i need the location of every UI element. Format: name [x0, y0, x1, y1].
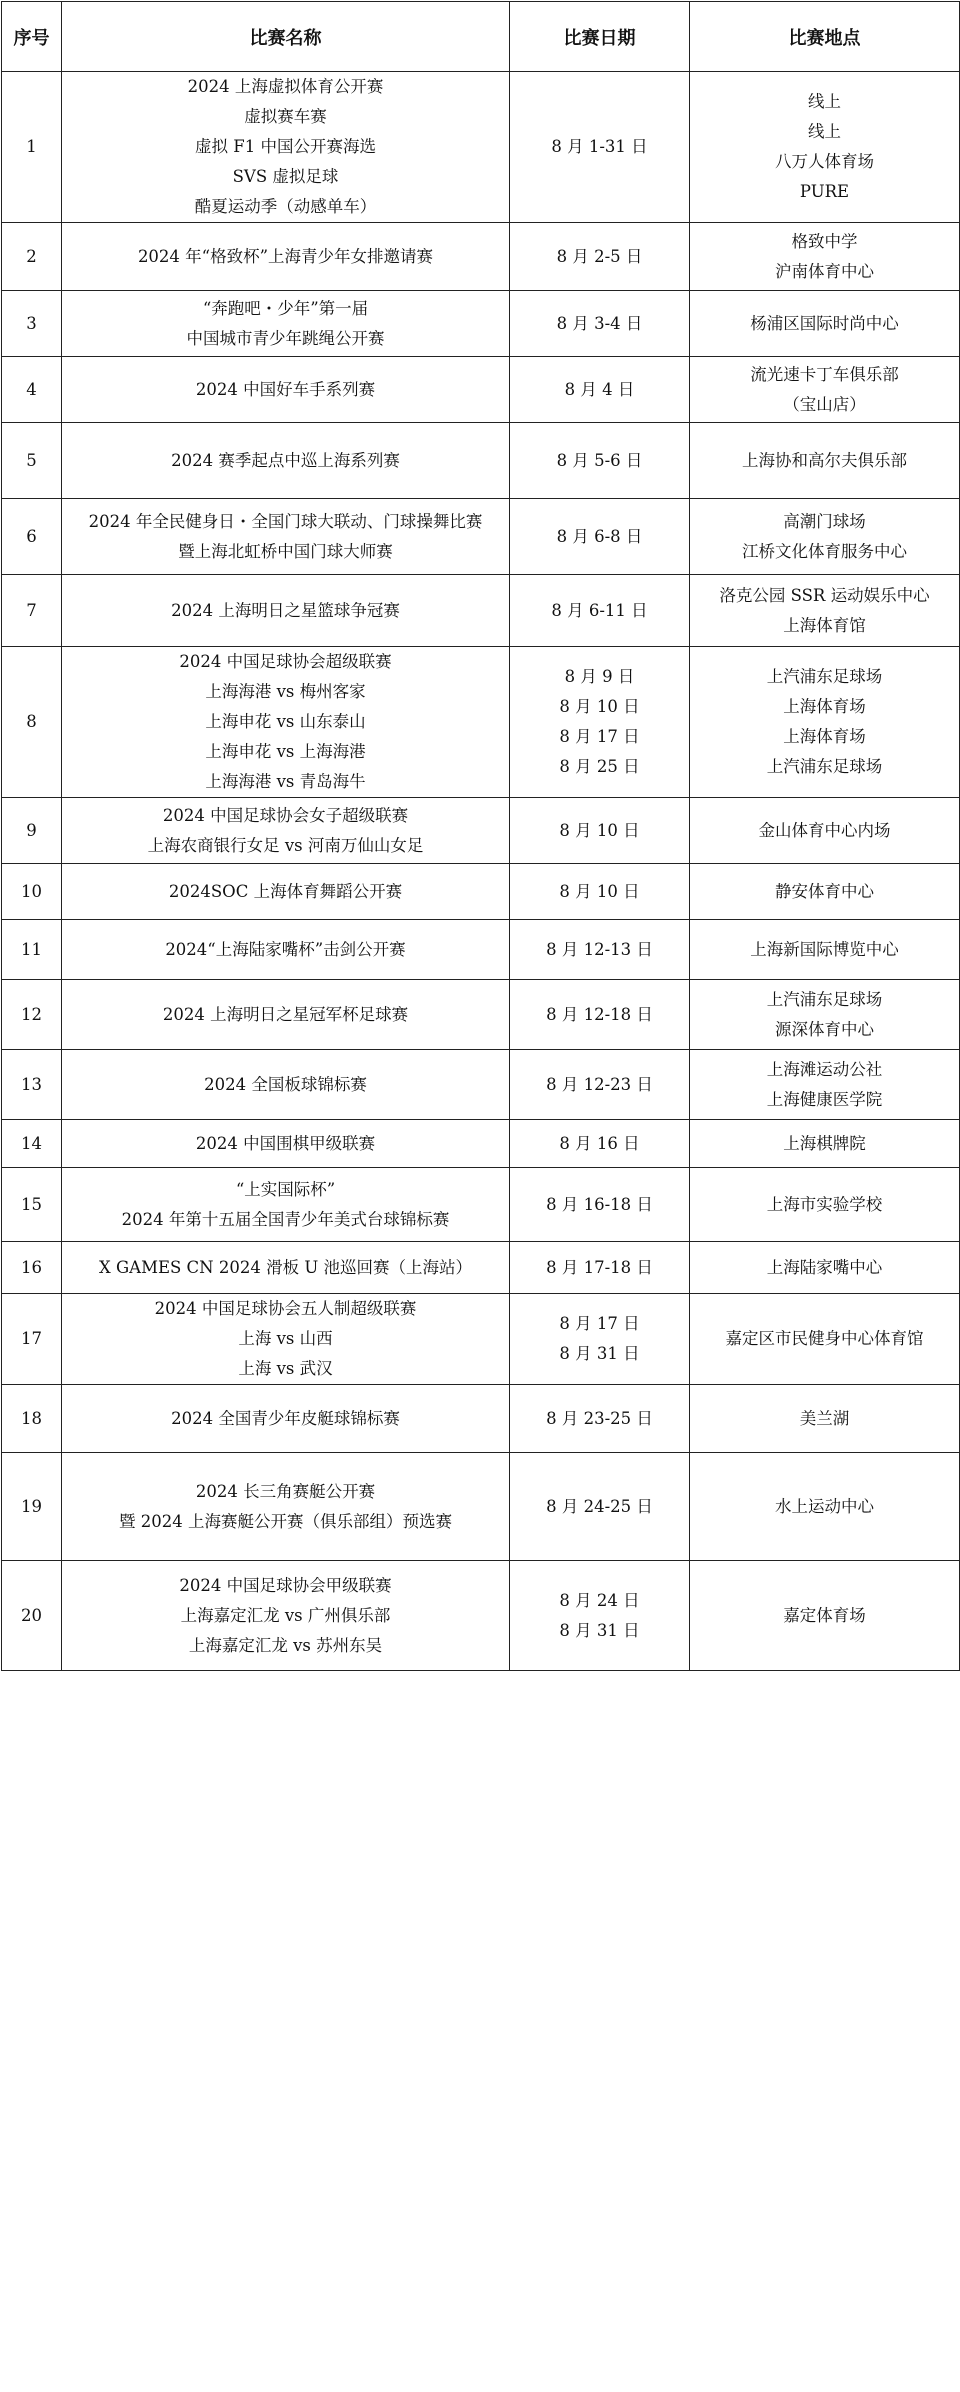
serial-number-cell: 5	[2, 423, 62, 499]
event-name-cell	[62, 499, 510, 575]
event-date-cell	[510, 1385, 690, 1453]
event-name-line: 上海申花 vs 山东泰山	[205, 712, 366, 731]
event-name-line: 上海嘉定汇龙 vs 苏州东吴	[188, 1635, 383, 1655]
event-venue-line: 上海体育场	[783, 727, 866, 746]
event-venue-line: 杨浦区国际时尚中心	[750, 313, 899, 333]
event-venue-cell	[690, 647, 960, 798]
serial-number-cell: 8	[2, 647, 62, 798]
table-row	[2, 864, 960, 920]
event-name-line: 上海农商银行女足 vs 河南万仙山女足	[147, 835, 424, 855]
event-date-line: 8 月 9 日	[564, 667, 635, 686]
event-date-cell	[510, 1120, 690, 1168]
event-name-line: X GAMES CN 2024 滑板 U 池巡回赛（上海站）	[98, 1257, 472, 1277]
table-row	[2, 575, 960, 647]
event-date-line: 8 月 4 日	[564, 379, 635, 399]
event-date-line: 8 月 17-18 日	[546, 1257, 653, 1277]
event-venue-line: 格致中学	[791, 231, 858, 251]
event-venue-line: 洛克公园 SSR 运动娱乐中心	[719, 585, 930, 605]
event-name-cell	[62, 357, 510, 423]
event-date-cell	[510, 864, 690, 920]
event-venue-cell	[690, 920, 960, 980]
serial-number-cell: 14	[2, 1120, 62, 1168]
event-date-line: 8 月 25 日	[559, 757, 640, 776]
serial-number-cell: 10	[2, 864, 62, 920]
event-name-line: 2024 上海虚拟体育公开赛	[187, 77, 384, 96]
event-venue-line: 江桥文化体育服务中心	[742, 541, 907, 561]
header-event-venue: 比赛地点	[690, 2, 960, 72]
event-name-line: 2024 中国足球协会超级联赛	[179, 652, 392, 671]
event-venue-cell	[690, 423, 960, 499]
event-venue-line: （宝山店）	[783, 394, 866, 414]
event-date-line: 8 月 2-5 日	[556, 246, 643, 266]
event-name-cell	[62, 423, 510, 499]
event-date-line: 8 月 6-11 日	[551, 600, 648, 620]
serial-number-cell: 4	[2, 357, 62, 423]
event-date-cell	[510, 920, 690, 980]
event-name-line: 暨上海北虹桥中国门球大师赛	[178, 541, 393, 561]
event-date-cell	[510, 72, 690, 223]
table-row	[2, 1168, 960, 1242]
event-venue-line: 嘉定区市民健身中心体育馆	[725, 1329, 924, 1348]
table-row	[2, 1050, 960, 1120]
table-row	[2, 223, 960, 291]
event-name-line: 2024 中国足球协会女子超级联赛	[162, 805, 409, 825]
event-date-line: 8 月 31 日	[559, 1620, 640, 1640]
event-date-cell	[510, 357, 690, 423]
event-venue-line: 源深体育中心	[775, 1019, 874, 1039]
serial-number-cell: 2	[2, 223, 62, 291]
event-venue-line: 沪南体育中心	[775, 261, 874, 281]
table-row	[2, 1385, 960, 1453]
event-date-cell	[510, 980, 690, 1050]
event-name-line: 上海 vs 武汉	[238, 1359, 333, 1378]
table-row	[2, 1294, 960, 1385]
event-date-line: 8 月 23-25 日	[546, 1408, 653, 1428]
event-date-line: 8 月 3-4 日	[556, 313, 643, 333]
event-date-cell	[510, 1050, 690, 1120]
header-event-date: 比赛日期	[510, 2, 690, 72]
event-venue-cell	[690, 72, 960, 223]
event-date-line: 8 月 10 日	[559, 697, 640, 716]
event-venue-line: 上海滩运动公社	[766, 1059, 883, 1079]
serial-number-cell: 17	[2, 1294, 62, 1385]
event-name-line: 上海海港 vs 梅州客家	[205, 682, 366, 701]
event-name-cell	[62, 920, 510, 980]
event-venue-cell	[690, 798, 960, 864]
event-date-cell	[510, 1294, 690, 1385]
event-name-line: 2024 长三角赛艇公开赛	[195, 1481, 376, 1501]
event-venue-line: 水上运动中心	[775, 1496, 874, 1516]
event-date-line: 8 月 10 日	[559, 820, 640, 840]
event-date-cell	[510, 647, 690, 798]
event-venue-line: 八万人体育场	[775, 152, 874, 171]
event-date-line: 8 月 16 日	[559, 1133, 640, 1153]
event-name-cell	[62, 1385, 510, 1453]
event-name-line: 虚拟赛车赛	[244, 107, 327, 126]
event-name-line: 上海申花 vs 上海海港	[205, 742, 366, 761]
event-date-cell	[510, 1168, 690, 1242]
serial-number-cell: 7	[2, 575, 62, 647]
event-venue-line: 金山体育中心内场	[758, 820, 891, 840]
event-venue-cell	[690, 1385, 960, 1453]
event-name-cell	[62, 291, 510, 357]
event-name-line: 2024SOC 上海体育舞蹈公开赛	[168, 881, 403, 901]
event-venue-cell	[690, 1168, 960, 1242]
event-name-line: SVS 虚拟足球	[232, 167, 339, 186]
event-venue-cell	[690, 1294, 960, 1385]
serial-number-cell: 13	[2, 1050, 62, 1120]
table-row	[2, 1242, 960, 1294]
event-name-line: 中国城市青少年跳绳公开赛	[186, 328, 385, 348]
table-row	[2, 798, 960, 864]
table-row	[2, 1561, 960, 1671]
event-name-cell	[62, 1453, 510, 1561]
event-venue-line: 线上	[808, 92, 841, 111]
event-name-line: 2024 年第十五届全国青少年美式台球锦标赛	[121, 1209, 450, 1229]
event-date-cell	[510, 423, 690, 499]
event-date-line: 8 月 16-18 日	[546, 1194, 653, 1214]
event-date-cell	[510, 1453, 690, 1561]
event-name-cell	[62, 980, 510, 1050]
header-event-name: 比赛名称	[62, 2, 510, 72]
event-venue-line: 上海体育场	[783, 697, 866, 716]
serial-number-cell: 9	[2, 798, 62, 864]
serial-number-cell: 11	[2, 920, 62, 980]
event-name-line: 上海海港 vs 青岛海牛	[205, 772, 366, 791]
event-date-cell	[510, 291, 690, 357]
event-date-line: 8 月 17 日	[559, 1314, 640, 1333]
event-name-line: “奔跑吧・少年”第一届	[202, 298, 369, 318]
event-name-cell	[62, 1050, 510, 1120]
event-venue-line: 上海陆家嘴中心	[766, 1257, 883, 1277]
event-venue-line: 静安体育中心	[775, 881, 874, 901]
event-venue-cell	[690, 1561, 960, 1671]
event-name-line: 虚拟 F1 中国公开赛海选	[195, 137, 376, 156]
event-name-line: 2024 全国板球锦标赛	[204, 1074, 367, 1094]
event-venue-cell	[690, 1050, 960, 1120]
event-venue-line: 上海棋牌院	[783, 1133, 866, 1153]
event-date-line: 8 月 12-18 日	[546, 1004, 653, 1024]
event-name-line: 上海 vs 山西	[238, 1329, 333, 1348]
table-body	[2, 72, 960, 1671]
event-venue-line: 上海体育馆	[783, 615, 866, 635]
event-venue-cell	[690, 499, 960, 575]
event-name-cell	[62, 798, 510, 864]
event-date-cell	[510, 499, 690, 575]
event-name-line: 2024 中国好车手系列赛	[195, 379, 376, 399]
event-name-cell	[62, 1168, 510, 1242]
serial-number-cell: 18	[2, 1385, 62, 1453]
serial-number-cell: 6	[2, 499, 62, 575]
event-venue-cell	[690, 291, 960, 357]
table-row	[2, 1453, 960, 1561]
event-name-cell	[62, 1242, 510, 1294]
event-name-cell	[62, 575, 510, 647]
event-name-line: 2024 上海明日之星篮球争冠赛	[171, 600, 400, 620]
event-venue-line: 上汽浦东足球场	[766, 757, 883, 776]
event-name-line: “上实国际杯”	[235, 1179, 336, 1199]
event-schedule-table	[1, 1, 960, 1671]
event-name-cell	[62, 864, 510, 920]
event-name-line: 2024 中国足球协会甲级联赛	[179, 1575, 392, 1595]
serial-number-cell: 1	[2, 72, 62, 223]
serial-number-cell: 19	[2, 1453, 62, 1561]
event-name-cell	[62, 72, 510, 223]
event-name-line: 2024 中国足球协会五人制超级联赛	[154, 1299, 417, 1318]
event-name-line: 酷夏运动季（动感单车）	[194, 197, 377, 216]
event-venue-cell	[690, 1453, 960, 1561]
event-venue-line: PURE	[799, 182, 850, 201]
event-name-cell	[62, 1294, 510, 1385]
event-date-cell	[510, 223, 690, 291]
table-row	[2, 423, 960, 499]
event-date-line: 8 月 17 日	[559, 727, 640, 746]
table-row	[2, 980, 960, 1050]
event-venue-line: 嘉定体育场	[783, 1605, 866, 1625]
event-name-line: 暨 2024 上海赛艇公开赛（俱乐部组）预选赛	[119, 1511, 452, 1531]
event-date-cell	[510, 798, 690, 864]
event-name-line: 2024 全国青少年皮艇球锦标赛	[171, 1408, 400, 1428]
event-name-line: 2024 中国围棋甲级联赛	[195, 1133, 376, 1153]
event-date-cell	[510, 575, 690, 647]
header-serial-number: 序号	[2, 2, 62, 72]
event-venue-line: 上海市实验学校	[766, 1194, 883, 1214]
event-date-cell	[510, 1561, 690, 1671]
event-date-line: 8 月 1-31 日	[551, 137, 648, 156]
event-date-line: 8 月 6-8 日	[556, 526, 643, 546]
event-venue-line: 上海健康医学院	[766, 1089, 883, 1109]
event-venue-cell	[690, 1120, 960, 1168]
serial-number-cell: 3	[2, 291, 62, 357]
serial-number-cell: 15	[2, 1168, 62, 1242]
event-venue-line: 流光速卡丁车俱乐部	[750, 364, 899, 384]
event-name-cell	[62, 1561, 510, 1671]
table-row	[2, 920, 960, 980]
event-venue-line: 美兰湖	[799, 1408, 850, 1428]
event-name-line: 2024 年“格致杯”上海青少年女排邀请赛	[137, 246, 434, 266]
event-name-line: 上海嘉定汇龙 vs 广州俱乐部	[180, 1605, 391, 1625]
table-header-row	[2, 2, 960, 72]
event-name-cell	[62, 1120, 510, 1168]
event-date-line: 8 月 24-25 日	[546, 1496, 653, 1516]
event-name-line: 2024 上海明日之星冠军杯足球赛	[162, 1004, 409, 1024]
event-venue-line: 线上	[808, 122, 841, 141]
table-row	[2, 291, 960, 357]
event-name-cell	[62, 647, 510, 798]
event-date-line: 8 月 12-23 日	[546, 1074, 653, 1094]
event-name-cell	[62, 223, 510, 291]
table-row	[2, 72, 960, 223]
event-date-line: 8 月 31 日	[559, 1344, 640, 1363]
table-row	[2, 357, 960, 423]
event-venue-line: 上汽浦东足球场	[766, 667, 883, 686]
table-row	[2, 499, 960, 575]
event-venue-cell	[690, 980, 960, 1050]
event-venue-cell	[690, 223, 960, 291]
event-date-line: 8 月 24 日	[559, 1590, 640, 1610]
event-date-cell	[510, 1242, 690, 1294]
event-name-line: 2024 年全民健身日・全国门球大联动、门球操舞比赛	[88, 511, 483, 531]
event-date-line: 8 月 10 日	[559, 881, 640, 901]
event-date-line: 8 月 12-13 日	[546, 939, 653, 959]
table-row	[2, 1120, 960, 1168]
table-row	[2, 647, 960, 798]
serial-number-cell: 12	[2, 980, 62, 1050]
serial-number-cell: 16	[2, 1242, 62, 1294]
event-venue-line: 上海新国际博览中心	[750, 939, 899, 959]
event-venue-cell	[690, 575, 960, 647]
event-date-line: 8 月 5-6 日	[556, 450, 643, 470]
event-name-line: 2024“上海陆家嘴杯”击剑公开赛	[165, 939, 406, 959]
event-venue-cell	[690, 1242, 960, 1294]
event-venue-line: 上汽浦东足球场	[766, 989, 883, 1009]
event-venue-cell	[690, 864, 960, 920]
event-venue-line: 高潮门球场	[783, 511, 866, 531]
serial-number-cell: 20	[2, 1561, 62, 1671]
event-name-line: 2024 赛季起点中巡上海系列赛	[171, 450, 400, 470]
event-venue-line: 上海协和高尔夫俱乐部	[742, 450, 907, 470]
event-venue-cell	[690, 357, 960, 423]
